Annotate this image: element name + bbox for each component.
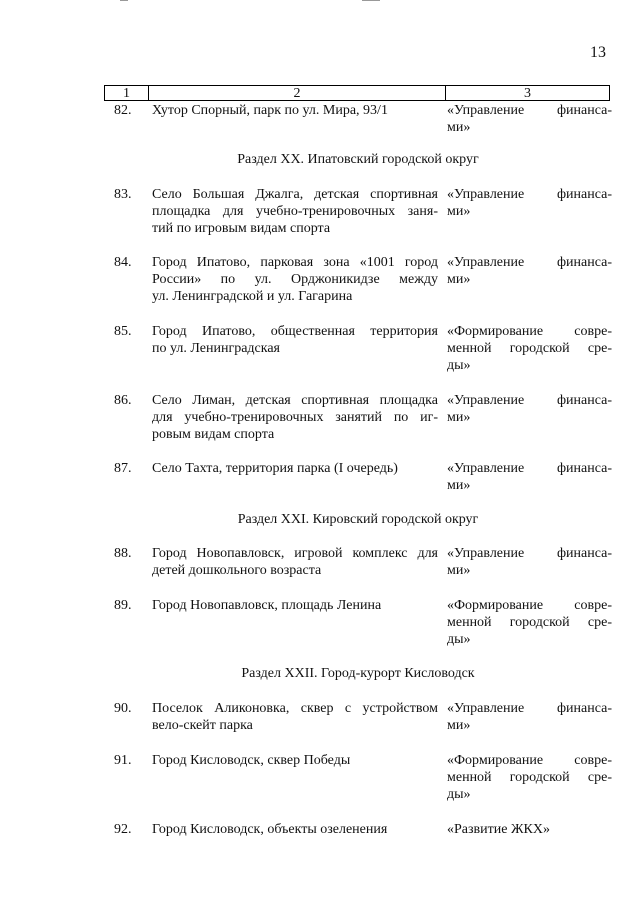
program-name-line: ми»	[447, 272, 471, 287]
program-name-line: ды»	[447, 632, 471, 647]
object-name	[152, 392, 438, 443]
object-name	[152, 821, 438, 838]
program-name-line: менной городской сре-	[447, 615, 612, 630]
object-name-line: Город Кисловодск, объекты озеленения	[152, 822, 388, 837]
program-name	[447, 186, 612, 220]
object-name-line: детей дошкольного возраста	[152, 563, 322, 578]
scan-artifact-left	[120, 0, 128, 1]
table-header	[104, 85, 610, 101]
object-name-line: Город Новопавловск, площадь Ленина	[152, 598, 382, 613]
object-name-line: Город Новопавловск, игровой комплекс для	[152, 546, 438, 561]
object-name-line: площадка для учебно-тренировочных заня-	[152, 204, 438, 219]
row-number: 83.	[114, 187, 132, 202]
section-heading: Раздел XXII. Город-курорт Кисловодск	[241, 666, 475, 681]
column-header-1: 1	[105, 86, 149, 100]
object-name-line: ровым видам спорта	[152, 427, 275, 442]
object-name	[152, 186, 438, 237]
column-header-2: 2	[149, 86, 446, 100]
program-name	[447, 821, 612, 838]
program-name-line: «Управление финанса-	[447, 187, 612, 202]
program-name	[447, 460, 612, 494]
object-name	[152, 254, 438, 305]
program-name-line: «Развитие ЖКХ»	[447, 822, 550, 837]
object-name-line: Село Большая Джалга, детская спортивная	[152, 187, 438, 202]
program-name	[447, 254, 612, 288]
object-name-line: Село Тахта, территория парка (I очередь)	[152, 461, 398, 476]
program-name-line: ми»	[447, 478, 471, 493]
row-number: 90.	[114, 701, 132, 716]
object-name-line: ул. Ленинградской и ул. Гагарина	[152, 289, 353, 304]
object-name-line: по ул. Ленинградская	[152, 341, 280, 356]
object-name-line: Город Ипатово, общественная территория	[152, 324, 438, 339]
object-name	[152, 700, 438, 734]
program-name-line: ды»	[447, 787, 471, 802]
program-name-line: «Управление финанса-	[447, 461, 612, 476]
program-name-line: ми»	[447, 563, 471, 578]
object-name-line: Поселок Аликоновка, сквер с устройством	[152, 701, 438, 716]
object-name-line: для учебно-тренировочных занятий по иг-	[152, 410, 438, 425]
program-name-line: «Формирование совре-	[447, 598, 612, 613]
program-name-line: «Управление финанса-	[447, 546, 612, 561]
program-name-line: ды»	[447, 358, 471, 373]
scan-artifact-center	[362, 0, 380, 1]
program-name-line: ми»	[447, 204, 471, 219]
object-name-line: Село Лиман, детская спортивная площадка	[152, 393, 438, 408]
program-name-line: «Управление финанса-	[447, 393, 612, 408]
program-name-line: «Управление финанса-	[447, 255, 612, 270]
program-name	[447, 323, 612, 374]
row-number: 86.	[114, 393, 132, 408]
row-number: 88.	[114, 546, 132, 561]
object-name-line: Хутор Спорный, парк по ул. Мира, 93/1	[152, 103, 388, 118]
object-name	[152, 752, 438, 769]
object-name	[152, 102, 438, 119]
program-name	[447, 392, 612, 426]
program-name-line: менной городской сре-	[447, 341, 612, 356]
row-number: 91.	[114, 753, 132, 768]
object-name	[152, 460, 438, 477]
object-name-line: тий по игровым видам спорта	[152, 221, 331, 236]
object-name-line: вело-скейт парка	[152, 718, 253, 733]
program-name	[447, 700, 612, 734]
row-number: 92.	[114, 822, 132, 837]
object-name-line: Город Кисловодск, сквер Победы	[152, 753, 351, 768]
row-number: 82.	[114, 103, 132, 118]
program-name-line: «Управление финанса-	[447, 701, 612, 716]
row-number: 89.	[114, 598, 132, 613]
section-heading: Раздел XXI. Кировский городской округ	[237, 512, 479, 527]
program-name	[447, 752, 612, 803]
column-header-3: 3	[524, 86, 531, 101]
program-name-line: «Формирование совре-	[447, 753, 612, 768]
program-name	[447, 597, 612, 648]
object-name	[152, 545, 438, 579]
program-name-line: «Формирование совре-	[447, 324, 612, 339]
program-name	[447, 102, 612, 136]
row-number: 87.	[114, 461, 132, 476]
object-name	[152, 597, 438, 614]
program-name-line: ми»	[447, 120, 471, 135]
program-name-line: ми»	[447, 410, 471, 425]
object-name	[152, 323, 438, 357]
row-number: 85.	[114, 324, 132, 339]
program-name-line: «Управление финанса-	[447, 103, 612, 118]
section-heading: Раздел XX. Ипатовский городской округ	[237, 152, 479, 167]
program-name-line: ми»	[447, 718, 471, 733]
program-name	[447, 545, 612, 579]
object-name-line: Город Ипатово, парковая зона «1001 город	[152, 255, 438, 270]
object-name-line: России» по ул. Орджоникидзе между	[152, 272, 438, 287]
row-number: 84.	[114, 255, 132, 270]
program-name-line: менной городской сре-	[447, 770, 612, 785]
page-number: 13	[590, 44, 606, 61]
